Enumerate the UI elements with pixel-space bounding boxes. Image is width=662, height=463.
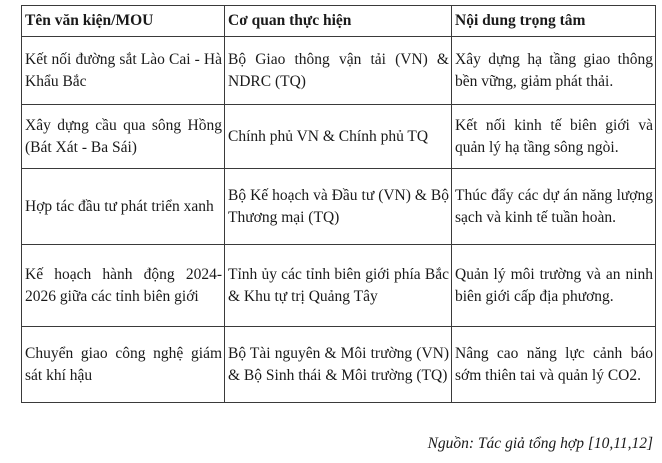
- table-header-row: [22, 6, 656, 37]
- table-row: [22, 37, 656, 105]
- table-row: [22, 169, 656, 245]
- table-row: [22, 245, 656, 327]
- cell-document-name: Xây dựng cầu qua sông Hồng (Bát Xát - Ba Sái): [22, 105, 225, 169]
- table-row: [22, 105, 656, 169]
- cell-agency: Bộ Tài nguyên & Môi trường (VN) & Bộ Sinh thái & Môi trường (TQ): [225, 327, 452, 403]
- cell-focus: Nâng cao năng lực cảnh báo sớm thiên tai và quản lý CO2.: [452, 327, 656, 403]
- cell-document-name: Hợp tác đầu tư phát triển xanh: [22, 169, 225, 245]
- table-row: [22, 327, 656, 403]
- cell-document-name: Chuyển giao công nghệ giám sát khí hậu: [22, 327, 225, 403]
- cell-focus: Xây dựng hạ tầng giao thông bền vững, giảm phát thải.: [452, 37, 656, 105]
- cell-document-name: Kết nối đường sắt Lào Cai - Hà Khẩu Bắc: [22, 37, 225, 105]
- cell-focus: Thúc đẩy các dự án năng lượng sạch và kinh tế tuần hoàn.: [452, 169, 656, 245]
- document-table: [21, 5, 656, 403]
- header-agency: Cơ quan thực hiện: [225, 6, 452, 37]
- cell-focus: Kết nối kinh tế biên giới và quản lý hạ tầng sông ngòi.: [452, 105, 656, 169]
- cell-agency: Bộ Giao thông vận tải (VN) & NDRC (TQ): [225, 37, 452, 105]
- cell-focus: Quản lý môi trường và an ninh biên giới cấp địa phương.: [452, 245, 656, 327]
- cell-agency: Bộ Kế hoạch và Đầu tư (VN) & Bộ Thương mại (TQ): [225, 169, 452, 245]
- header-document-name: Tên văn kiện/MOU: [22, 6, 225, 37]
- cell-agency: Chính phủ VN & Chính phủ TQ: [225, 105, 452, 169]
- source-note: Nguồn: Tác giả tổng hợp [10,11,12]: [427, 435, 653, 452]
- cell-document-name: Kế hoạch hành động 2024-2026 giữa các tỉnh biên giới: [22, 245, 225, 327]
- cell-agency: Tỉnh ủy các tỉnh biên giới phía Bắc & Khu tự trị Quảng Tây: [225, 245, 452, 327]
- header-focus: Nội dung trọng tâm: [452, 6, 656, 37]
